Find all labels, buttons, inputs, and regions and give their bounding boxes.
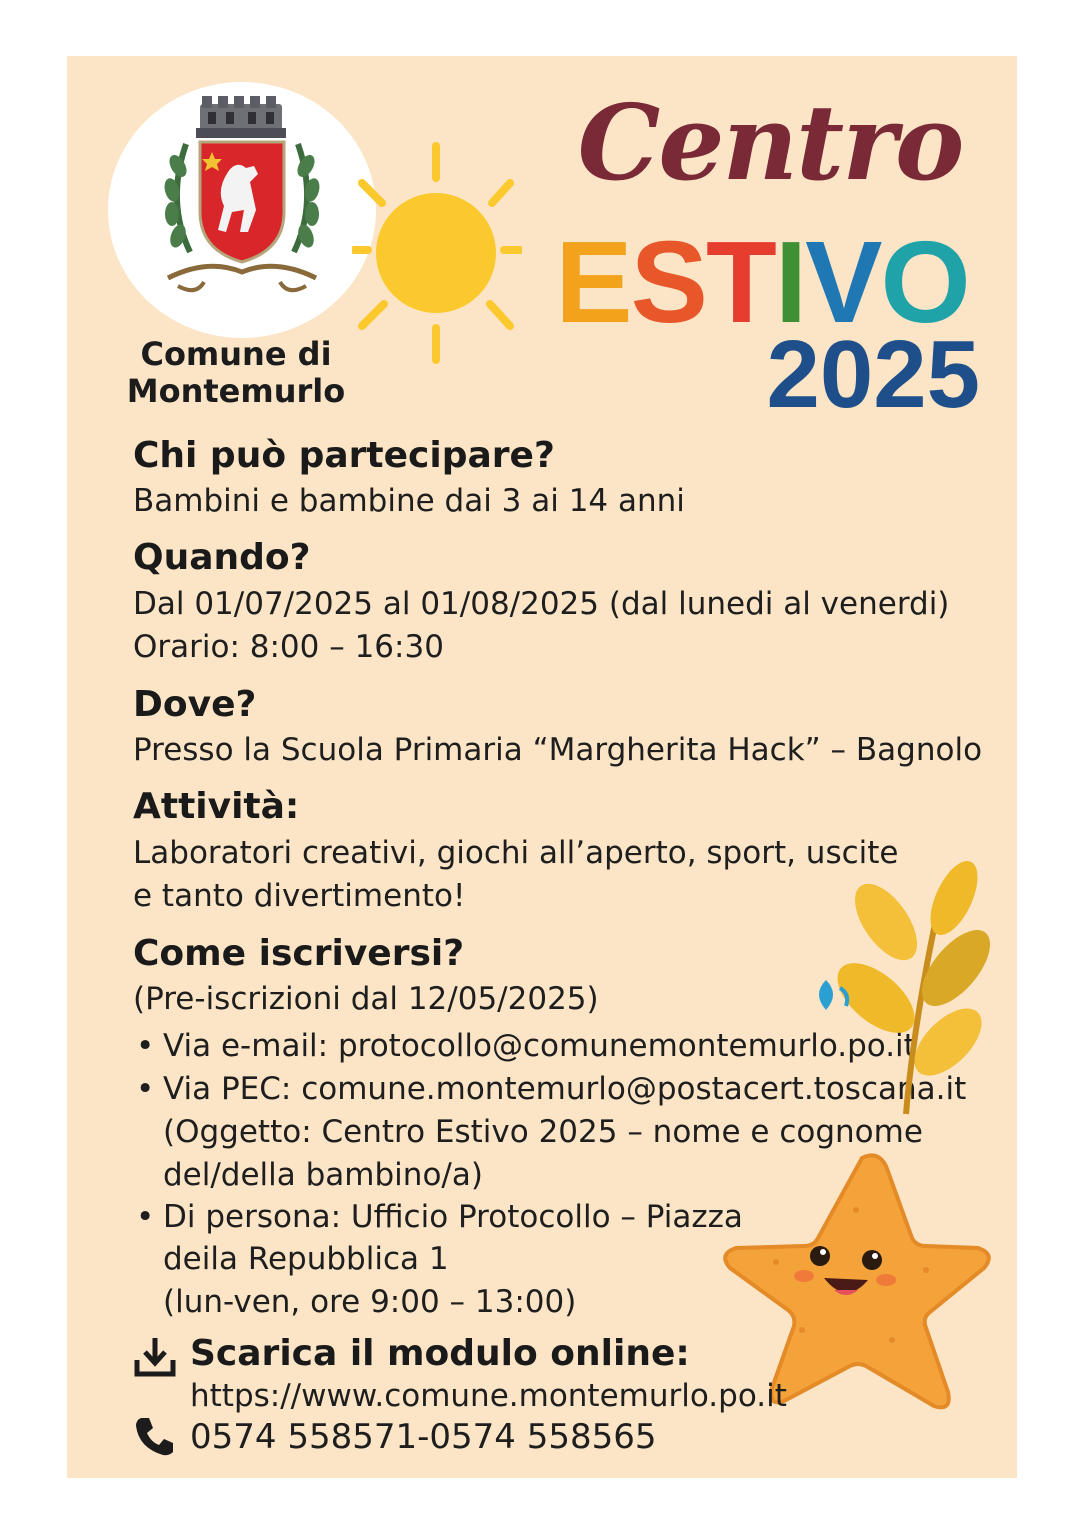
persona-line-2: deila Repubblica 1 [163,1241,449,1277]
attivita-heading: Attività: [133,786,300,827]
phone-icon[interactable] [133,1414,177,1458]
estivo-letter-e: E [555,217,631,347]
quando-dates: Dal 01/07/2025 al 01/08/2025 (dal lunedi al venerdi) [133,586,950,622]
attivita-line-1: Laboratori creativi, giochi all’aperto, sport, uscite [133,835,899,871]
download-url[interactable]: https://www.comune.montemurlo.po.it [190,1378,787,1414]
persona-line-1: Di persona: Ufficio Protocollo – Piazza [163,1199,743,1235]
iscrizione-subtitle: (Pre-iscrizioni dal 12/05/2025) [133,981,599,1017]
download-icon[interactable] [133,1334,177,1378]
estivo-letter-t: T [706,217,775,347]
email-line[interactable]: Via e-mail: protocollo@comunemontemurlo.po.it [163,1028,916,1064]
title-centro: Centro [577,81,963,204]
download-label: Scarica il modulo online: [190,1333,690,1374]
estivo-letter-i: I [774,217,806,347]
chi-text: Bambini e bambine dai 3 ai 14 anni [133,483,685,519]
coat-of-arms-icon [108,82,376,338]
list-item-email [136,1025,916,1068]
dove-text: Presso la Scuola Primaria “Margherita Hack” – Bagnolo [133,732,983,768]
persona-line-3: (lun-ven, ore 9:00 – 13:00) [163,1284,577,1320]
iscrizione-heading: Come iscriversi? [133,933,465,974]
leaf-branch-icon [806,860,996,1120]
bullet-icon: • [136,1071,155,1107]
quando-heading: Quando? [133,537,311,578]
attivita-line-2: e tanto divertimento! [133,878,466,914]
estivo-letter-o: O [880,217,969,347]
pec-line-1[interactable]: Via PEC: comune.montemurlo@postacert.toscana.it [163,1071,967,1107]
estivo-letter-v: V [805,217,881,347]
title-year: 2025 [766,321,980,428]
dove-heading: Dove? [133,684,257,725]
comune-line-2: Montemurlo [126,372,346,410]
bullet-icon: • [136,1028,155,1064]
list-item-persona [136,1196,743,1239]
quando-hours: Orario: 8:00 – 16:30 [133,629,444,665]
estivo-letter-s: S [630,217,707,347]
chi-heading: Chi può partecipare? [133,435,555,476]
comune-name [118,336,354,410]
pec-line-3: del/della bambino/a) [163,1157,483,1193]
bullet-icon: • [136,1199,155,1235]
emblem-badge [108,82,376,338]
sun-icon [352,138,522,368]
comune-line-1: Comune di [140,335,332,373]
phone-numbers[interactable]: 0574 558571-0574 558565 [190,1417,657,1457]
pec-line-2: (Oggetto: Centro Estivo 2025 – nome e cognome [163,1114,923,1150]
